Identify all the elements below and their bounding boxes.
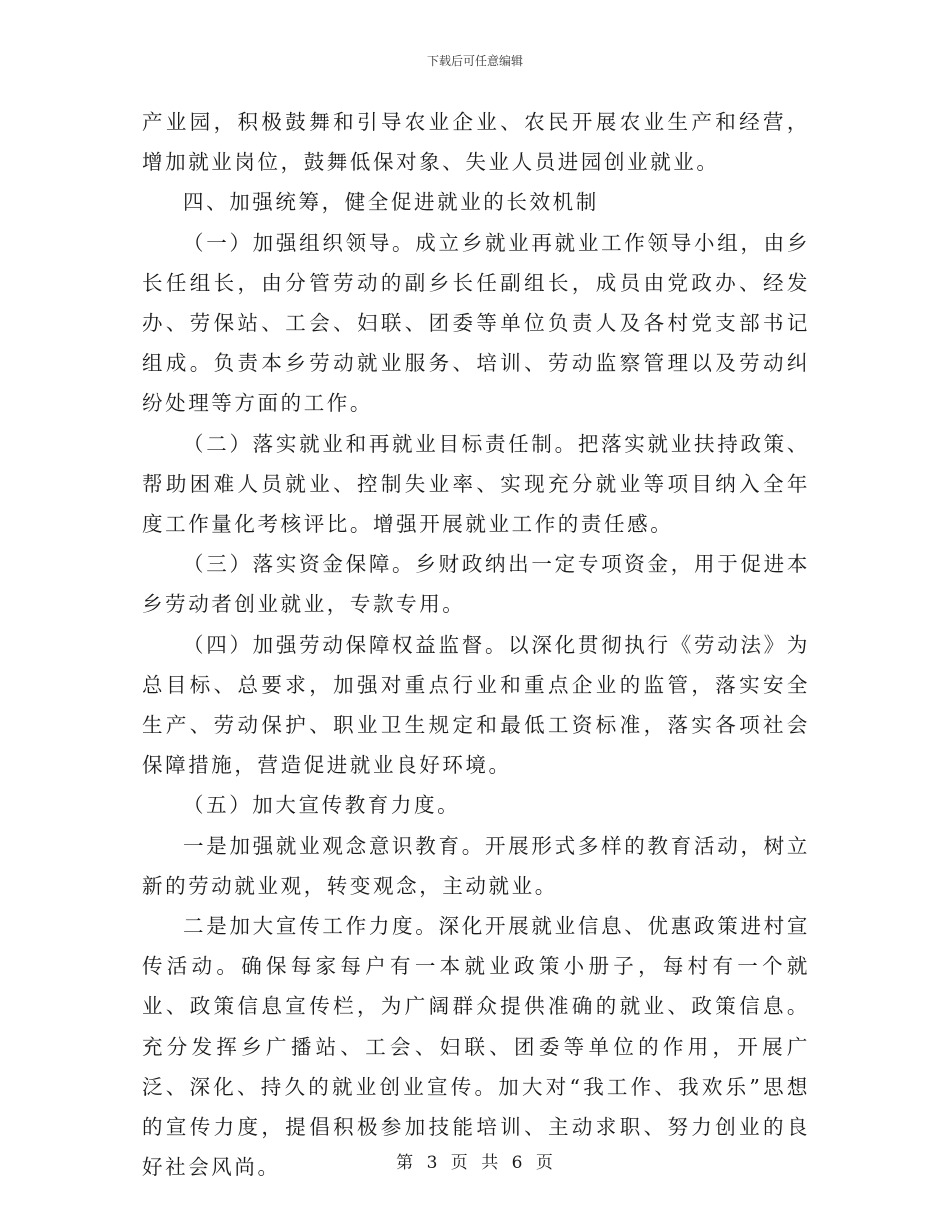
paragraph-education: 一是加强就业观念意识教育。开展形式多样的教育活动，树立新的劳动就业观，转变观念，主动就业。 [142,833,810,898]
paragraph-publicity-heading: （五）加大宣传教育力度。 [183,793,461,818]
page-number: 第 3 页 共 6 页 [396,1153,554,1173]
paragraph-supervision: （四）加强劳动保障权益监督。以深化贯彻执行《劳动法》为总目标、总要求，加强对重点行业和重点企业的监管，落实安全生产、劳动保护、职业卫生规定和最低工资标准，落实各项社会保障措施，营造促进就业良好环境。 [142,632,810,778]
paragraph-publicity: 二是加大宣传工作力度。深化开展就业信息、优惠政策进村宣传活动。确保每家每户有一本就业政策小册子，每村有一个就业、政策信息宣传栏，为广阔群众提供准确的就业、政策信息。充分发挥乡广播站、工会、妇联、团委等单位的作用，开展广泛、深化、持久的就业创业宣传。加大对“我工作、我欢乐”思想的宣传力度，提倡积极参加技能培训、主动求职、努力创业的良好社会风尚。 [142,914,810,1180]
page-header-note: 下载后可任意编辑 [426,54,523,68]
paragraph-funding: （三）落实资金保障。乡财政纳出一定专项资金，用于促进本乡劳动者创业就业，专款专用。 [142,552,810,617]
paragraph-responsibility: （二）落实就业和再就业目标责任制。把落实就业扶持政策、帮助困难人员就业、控制失业率、实现充分就业等项目纳入全年度工作量化考核评比。增强开展就业工作的责任感。 [142,431,810,537]
paragraph-organization: （一）加强组织领导。成立乡就业再就业工作领导小组，由乡长任组长，由分管劳动的副乡长任副组长，成员由党政办、经发办、劳保站、工会、妇联、团委等单位负责人及各村党支部书记组成。负责本乡劳动就业服务、培训、劳动监察管理以及劳动纠纷处理等方面的工作。 [142,230,810,416]
section-heading-4: 四、加强统筹，健全促进就业的长效机制 [183,190,599,215]
document-body [142,102,810,1187]
paragraph-1: 产业园，积极鼓舞和引导农业企业、农民开展农业生产和经营，增加就业岗位，鼓舞低保对象、失业人员进园创业就业。 [142,110,810,175]
